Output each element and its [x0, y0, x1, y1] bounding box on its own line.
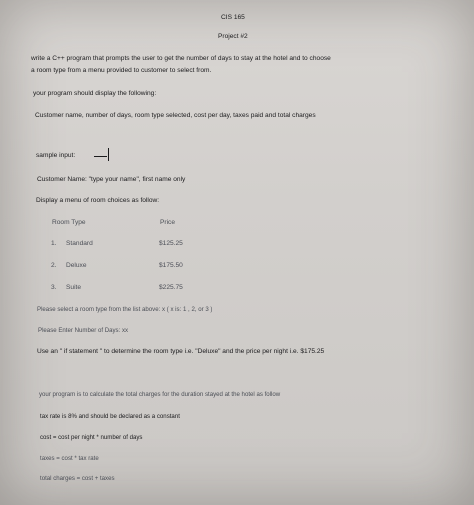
room-number: 2. — [51, 262, 57, 269]
room-number: 3. — [51, 284, 57, 291]
room-name: Suite — [66, 284, 82, 291]
menu-prompt: Display a menu of room choices as follow: — [36, 197, 160, 204]
select-room-prompt: Please select a room type from the list above: x ( x is: 1 , 2, or 3 ) — [37, 306, 213, 313]
room-name: Deluxe — [66, 262, 87, 269]
text-cursor — [108, 148, 109, 161]
cost-formula: cost = cost per night * number of days — [40, 434, 143, 441]
tax-rate-note: tax rate is 8% and should be declared as a constant — [40, 413, 180, 420]
intro-line-1: write a C++ program that prompts the user to get the number of days to stay at the hotel and to choose — [31, 55, 331, 62]
sample-input-label: sample input: — [36, 152, 76, 159]
intro-line-2: a room type from a menu provided to customer to select from. — [31, 67, 212, 74]
room-price: $125.25 — [159, 240, 183, 247]
room-number: 1. — [51, 240, 57, 247]
display-heading: your program should display the following: — [33, 90, 157, 97]
text-cursor-tick — [94, 156, 107, 157]
course-code: CIS 165 — [221, 14, 245, 21]
room-price: $175.50 — [159, 262, 183, 269]
room-type-header: Room Type — [52, 219, 86, 226]
room-name: Standard — [66, 240, 93, 247]
calc-note: your program is to calculate the total charges for the duration stayed at the hotel as follow — [39, 391, 281, 398]
if-statement-note: Use an " if statement " to determine the room type i.e. "Deluxe" and the price per night i.e. $175.25 — [37, 348, 325, 355]
total-charges-formula: total charges = cost + taxes — [40, 475, 115, 482]
days-prompt: Please Enter Number of Days: xx — [38, 327, 129, 334]
taxes-formula: taxes = cost * tax rate — [40, 455, 99, 462]
display-fields: Customer name, number of days, room type selected, cost per day, taxes paid and total charges — [35, 112, 316, 119]
room-price: $225.75 — [159, 284, 183, 291]
customer-name-prompt: Customer Name: "type your name", first name only — [37, 176, 186, 183]
price-header: Price — [160, 219, 176, 226]
project-title: Project #2 — [218, 33, 248, 40]
